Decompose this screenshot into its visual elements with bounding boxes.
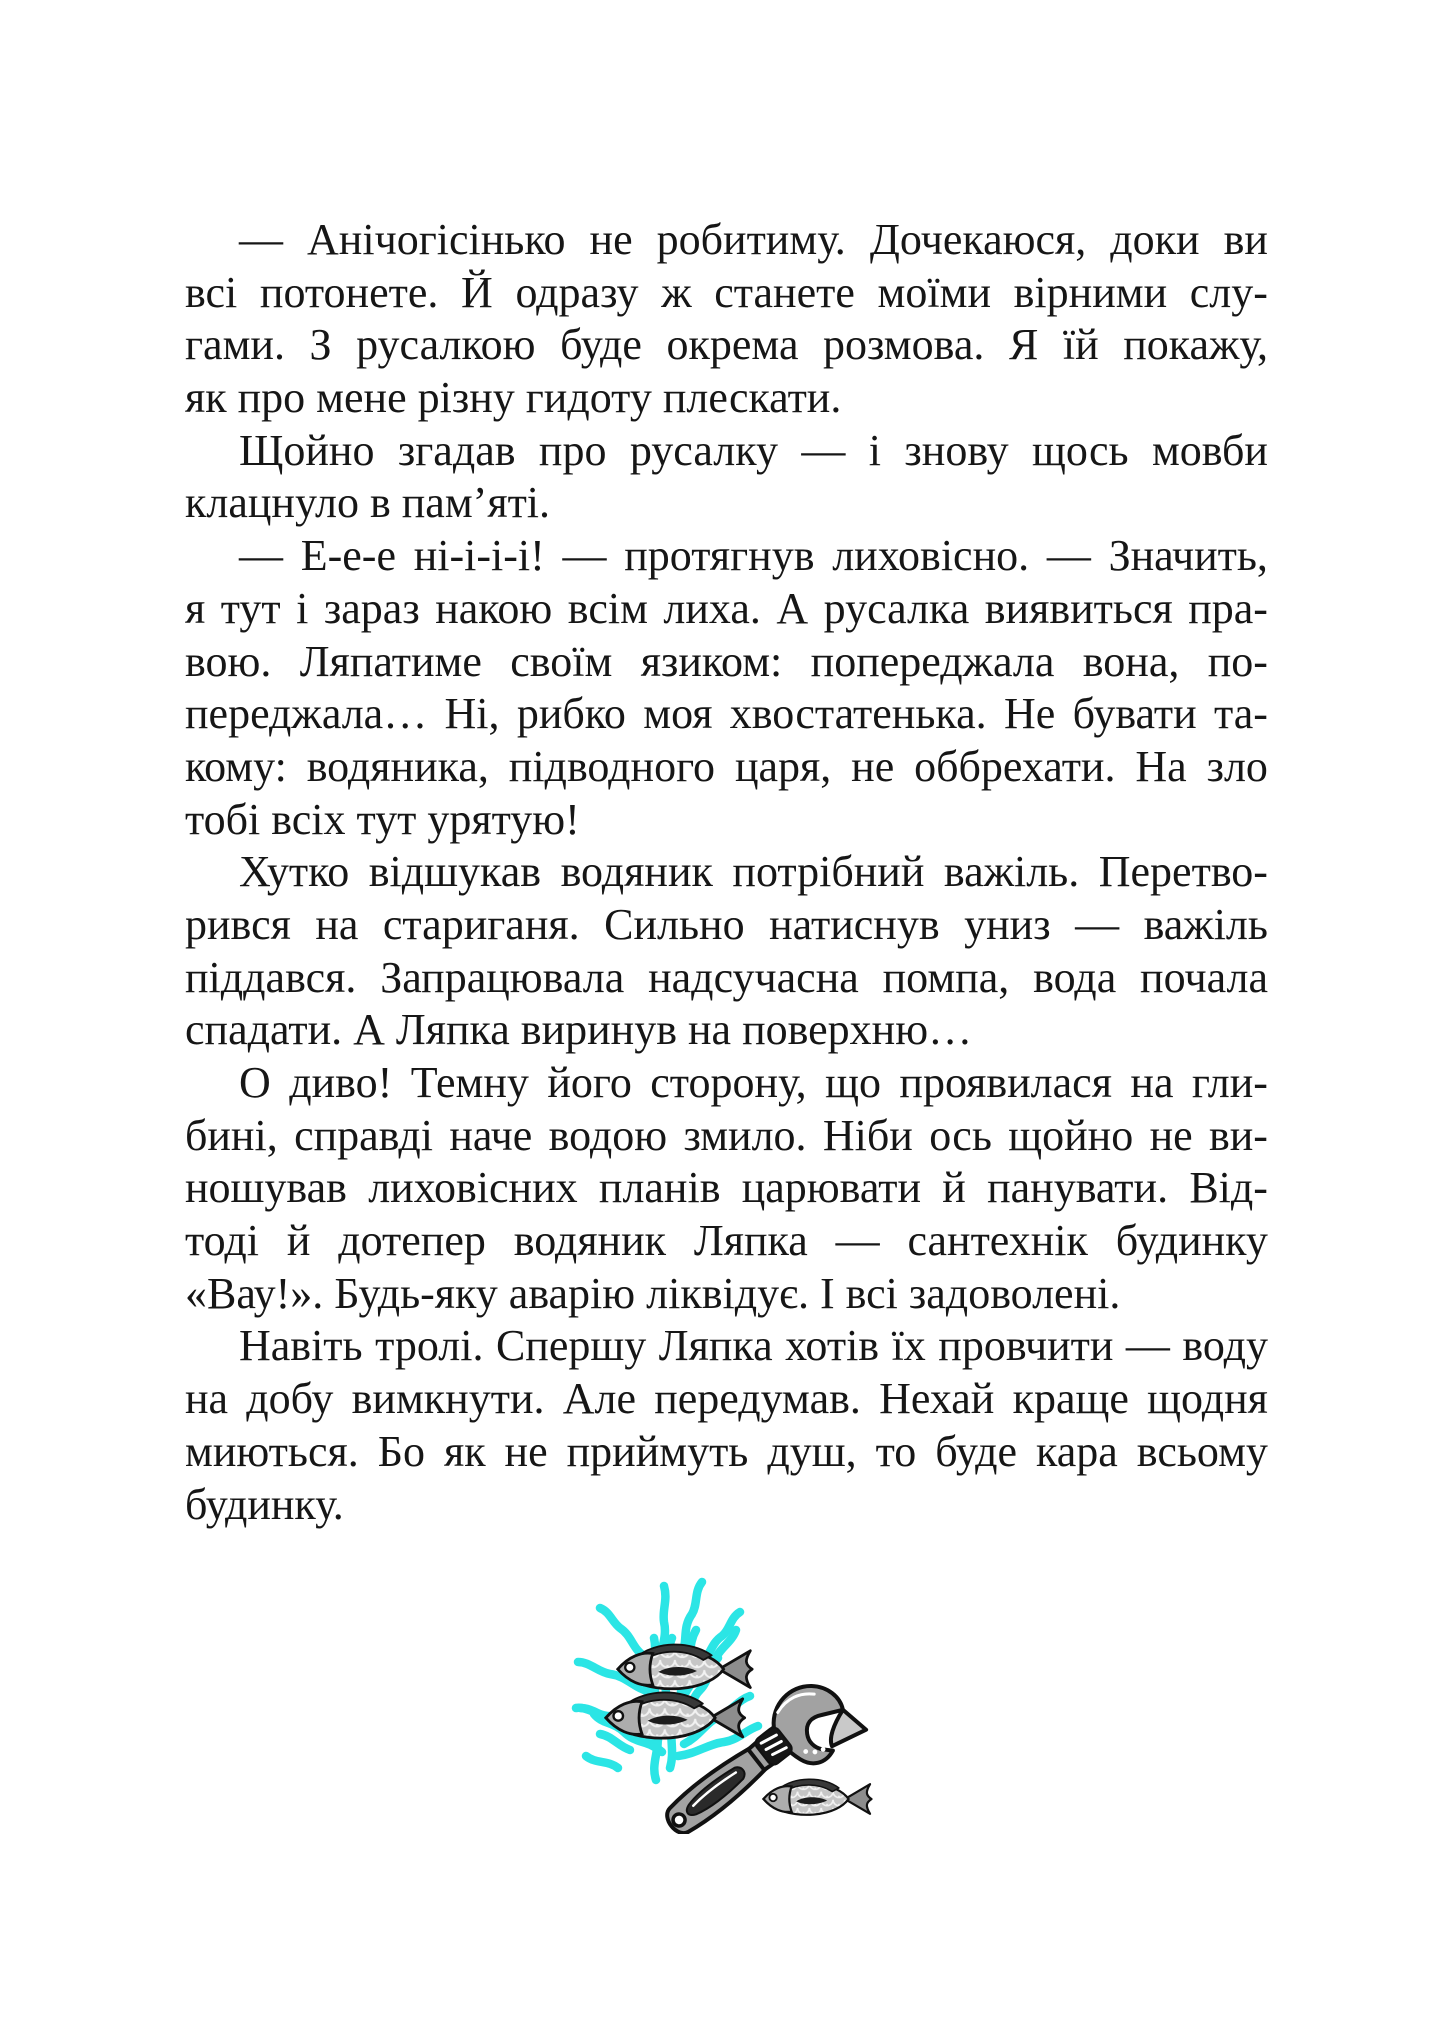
text-line: О диво! Темну його сторону, що проявилася на гли- — [239, 1058, 1268, 1107]
text-line: «Вау!». Будь-яку аварію ліквідує. І всі задоволені. — [185, 1268, 1121, 1318]
text-line: я тут і зараз накою всім лиха. А русалка виявиться пра- — [185, 583, 1268, 633]
text-line: клацнуло в пам’яті. — [185, 478, 551, 528]
paragraph — [185, 214, 1268, 425]
paragraph — [185, 425, 1268, 530]
text-line: гами. З русалкою буде окрема розмова. Я їй покажу, — [185, 320, 1268, 370]
body-text — [185, 214, 1268, 1531]
paragraph — [185, 530, 1268, 846]
text-line: кому: водяника, підводного царя, не оббрехати. На зло — [185, 741, 1268, 791]
text-line: вою. Ляпатиме своїм язиком: попереджала вона, по- — [185, 636, 1268, 686]
text-line: як про мене різну гидоту плескати. — [185, 373, 842, 423]
fish-middle — [606, 1692, 745, 1738]
text-line: Навіть тролі. Спершу Ляпка хотів їх провчити — воду — [239, 1321, 1268, 1371]
paragraph — [185, 1320, 1268, 1531]
text-line: — Анічогісінько не робитиму. Дочекаюся, доки ви — [239, 215, 1268, 264]
text-line: Хутко відшукав водяник потрібний важіль. Перетво- — [239, 847, 1268, 897]
text-line: Щойно згадав про русалку — і знову щось мовби — [239, 425, 1268, 475]
text-line: будинку. — [185, 1479, 344, 1529]
underwater-illustration — [558, 1572, 878, 1834]
text-line: ношував лиховісних планів царювати й панувати. Від- — [185, 1163, 1268, 1213]
text-line: на добу вимкнути. Але передумав. Нехай краще щодня — [185, 1374, 1268, 1424]
paragraph — [185, 1057, 1268, 1320]
paragraph — [185, 846, 1268, 1057]
text-line: всі потонете. Й одразу ж станете моїми вірними слу- — [185, 267, 1268, 317]
text-line: рився на стариганя. Сильно натиснув униз — важіль — [185, 899, 1268, 949]
text-line: переджала… Ні, рибко моя хвостатенька. Не бувати та- — [185, 689, 1268, 739]
text-line: спадати. А Ляпка виринув на поверхню… — [185, 1005, 973, 1055]
text-line: тоді й дотепер водяник Ляпка — сантехнік будинку — [185, 1216, 1268, 1266]
text-line: бині, справді наче водою змило. Ніби ось щойно не ви- — [185, 1110, 1268, 1160]
text-line: миються. Бо як не приймуть душ, то буде кара всьому — [185, 1426, 1268, 1476]
text-line: тобі всіх тут урятую! — [185, 794, 580, 844]
text-line: піддався. Запрацювала надсучасна помпа, вода почала — [185, 952, 1268, 1002]
fish-small — [763, 1779, 871, 1815]
text-line: — Е-е-е ні-і-і-і! — протягнув лиховісно. — Значить, — [239, 531, 1268, 581]
